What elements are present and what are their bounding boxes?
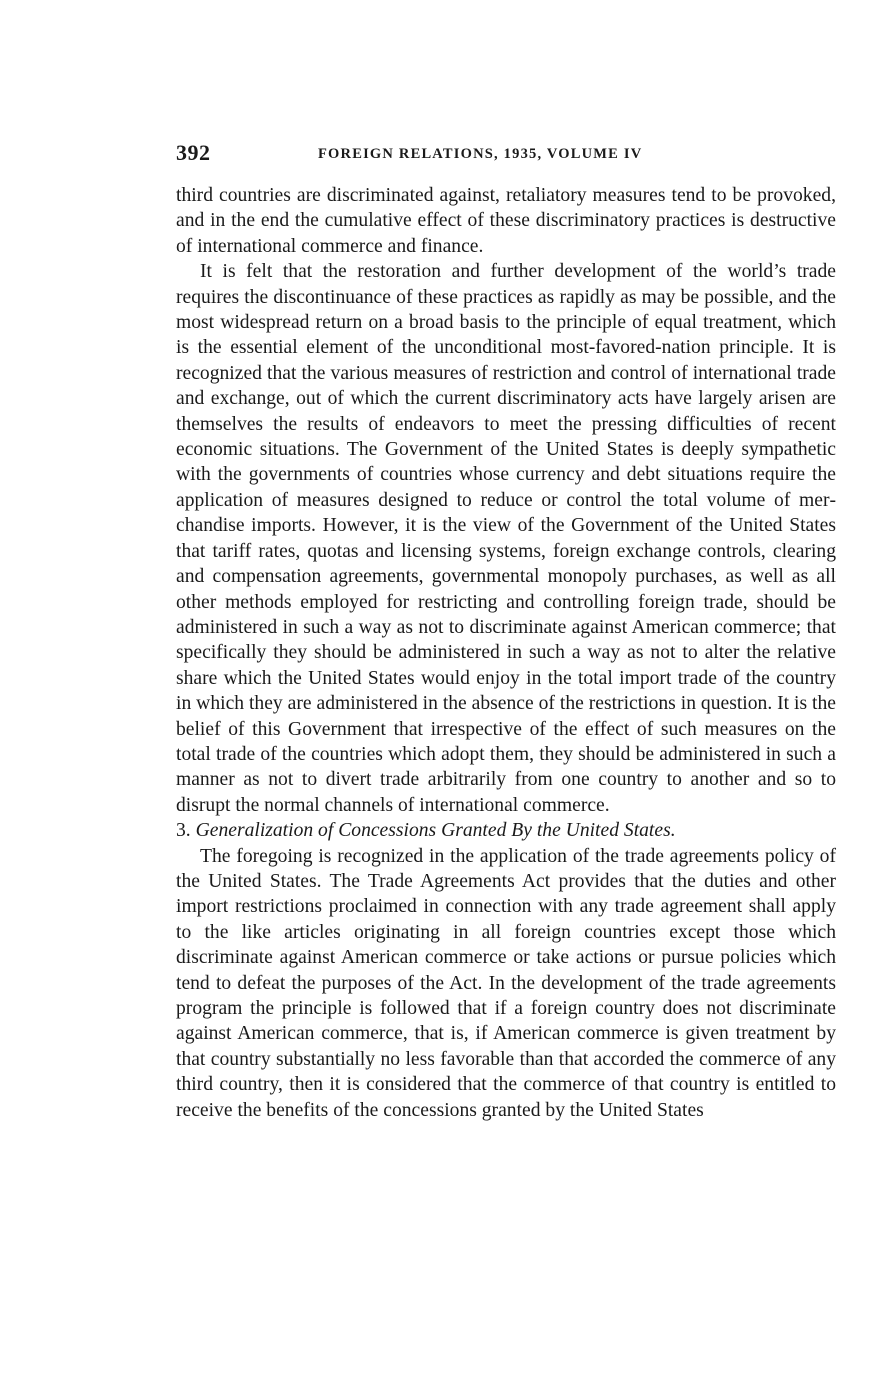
paragraph-equal-treatment: It is felt that the restoration and further development of the world’s trade requires the discontinuance of these practices as rapidly as may be possible, and the most widespread return on a broad basis to the principle of equal treatment, which is the essential element of the unconditional most-favored-nation principle. It is recognized that the various measures of restriction and control of international trade and exchange, out of which the current discriminatory acts have largely arisen are themselves the results of endeavors to meet the pressing difficulties of recent economic situations. The Government of the United States is deeply sympathetic with the governments of countries whose currency and debt situations require the application of measures designed to reduce or control the total volume of merchandise imports. However, it is the view of the Government of the United States that tariff rates, quotas and licensing systems, foreign exchange controls, clearing and compensation agreements, governmental monopoly purchases, as well as all other methods employed for restricting and controlling foreign trade, should be administered in such a way as not to discriminate against American commerce; that specifically they should be administered in such a way as not to alter the relative share which the United States would enjoy in the total import trade of the country in which they are administered in the absence of the restrictions in question. It is the belief of this Government that irrespective of the effect of such measures on the total trade of the countries which adopt them, they should be administered in such a manner as not to divert trade arbitrarily from one country to another and so to disrupt the normal channels of international commerce. [176,261,836,816]
section-title: Generalization of Concessions Granted By the United States. [195,820,676,842]
body-text [176,183,836,1123]
running-title: FOREIGN RELATIONS, 1935, VOLUME IV [318,146,643,162]
page-number: 392 [176,140,211,165]
section-heading [176,818,836,843]
running-head [176,140,836,170]
paragraph-continuation: third countries are discriminated against, retaliatory measures tend to be provoked, and in the end the cumulative effect of these discriminatory practices is destructive of international commerce and finance. [176,185,836,257]
paragraph-trade-agreements: The foregoing is recognized in the application of the trade agreements policy of the United States. The Trade Agreements Act provides that the duties and other import restrictions proclaimed in connection with any trade agreement shall apply to the like articles originating in all foreign countries except those which discriminate against American commerce or take actions or pursue policies which tend to defeat the purposes of the Act. In the development of the trade agreements program the principle is followed that if a foreign country does not discriminate against American commerce, that is, if American commerce is given treatment by that country substantially no less favorable than that accorded the commerce of any third country, then it is considered that the commerce of that country is entitled to receive the benefits of the concessions granted by the United States [176,845,836,1121]
section-number: 3. [176,820,191,842]
